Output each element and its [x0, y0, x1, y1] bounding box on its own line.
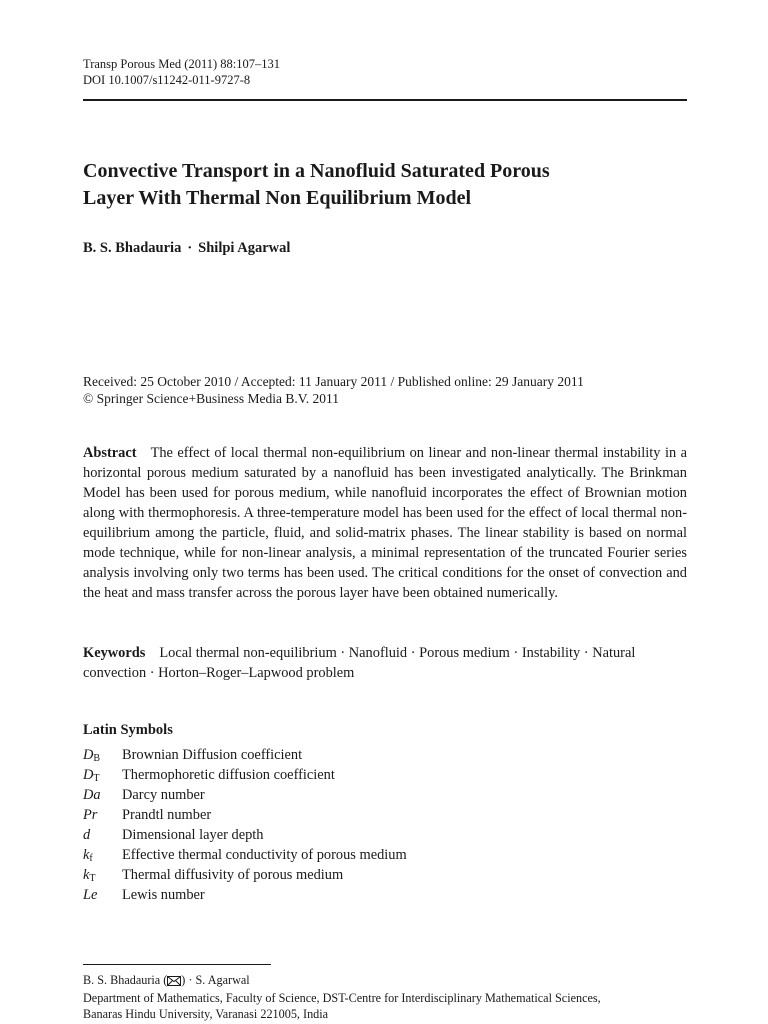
symbol-definition: Effective thermal conductivity of porous medium — [122, 847, 407, 863]
envelope-icon[interactable] — [167, 974, 181, 990]
symbol: $k_T$ — [83, 867, 96, 884]
title-line-1: Convective Transport in a Nanofluid Saturated Porous — [83, 160, 550, 182]
symbol: $k_f$ — [83, 847, 93, 864]
symbol-row — [83, 785, 687, 805]
footnote-author-1: B. S. Bhadauria — [83, 973, 161, 987]
symbol: d — [83, 827, 91, 843]
header-rule — [83, 99, 687, 101]
publication-history — [83, 373, 584, 407]
affiliation-line-2: Banaras Hindu University, Varanasi 221005, India — [83, 1007, 329, 1021]
symbol: Da — [83, 787, 101, 803]
author-footnote — [83, 972, 687, 1022]
footnote-author-2: · S. Agarwal — [188, 973, 250, 987]
abstract-label: Abstract — [83, 445, 137, 461]
symbol-row — [83, 845, 687, 865]
abstract-text: The effect of local thermal non-equilibrium on linear and non-linear thermal instability in a horizontal porous medium saturated by a nanofluid has been investigated analytically. The Brinkman Model has been used for porous medium, while nanofluid incorporates the effect of Brownian motion along with thermophoresis. A three-temperature model has been used for the effect of local thermal non-equilibrium among the particle, fluid, and solid-matrix phases. The linear stability is based on normal mode technique, while for non-linear analysis, a minimal representation of the truncated Fourier series analysis involving only two terms has been used. The critical conditions for the onset of convection and the heat and mass transfer across the porous layer have been obtained numerically. — [83, 445, 687, 601]
title-line-2: Layer With Thermal Non Equilibrium Model — [83, 187, 472, 209]
latin-symbols-list — [83, 745, 687, 905]
author-list — [83, 240, 290, 257]
symbol: Pr — [83, 807, 98, 823]
received-accepted-dates: Received: 25 October 2010 / Accepted: 11 January 2011 / Published online: 29 January 2011 — [83, 374, 584, 389]
latin-symbols-heading: Latin Symbols — [83, 722, 173, 738]
keywords — [83, 643, 687, 683]
symbol-row — [83, 765, 687, 785]
footnote-authors: B. S. Bhadauria ( ) · S. Agarwal — [83, 972, 687, 990]
symbol-definition: Darcy number — [122, 787, 205, 803]
journal-citation: Transp Porous Med (2011) 88:107–131 — [83, 57, 280, 71]
affiliation-line-1: Department of Mathematics, Faculty of Science, DST-Centre for Interdisciplinary Mathematical Sciences, — [83, 991, 601, 1005]
author-1[interactable]: B. S. Bhadauria — [83, 240, 182, 256]
symbol-definition: Brownian Diffusion coefficient — [122, 747, 303, 763]
symbol-row — [83, 805, 687, 825]
author-separator: · — [187, 240, 193, 256]
symbol: $D_T$ — [83, 767, 100, 784]
symbol-row — [83, 825, 687, 845]
doi-link[interactable]: DOI 10.1007/s11242-011-9727-8 — [83, 73, 251, 87]
symbol-row — [83, 745, 687, 765]
abstract — [83, 443, 687, 603]
journal-reference — [83, 56, 280, 88]
keywords-label: Keywords — [83, 645, 146, 661]
copyright-line: © Springer Science+Business Media B.V. 2011 — [83, 391, 339, 406]
symbol-definition: Thermophoretic diffusion coefficient — [122, 767, 335, 783]
paper-title — [83, 158, 687, 212]
symbol-row — [83, 865, 687, 885]
author-2[interactable]: Shilpi Agarwal — [198, 240, 291, 256]
symbol-definition: Dimensional layer depth — [122, 827, 264, 843]
symbol-definition: Thermal diffusivity of porous medium — [122, 867, 344, 883]
keywords-text: Local thermal non-equilibrium · Nanofluid · Porous medium · Instability · Natural convection · Horton–Roger–Lapwood problem — [83, 645, 636, 681]
symbol: Le — [83, 887, 98, 903]
symbol-row — [83, 885, 687, 905]
symbol-definition: Lewis number — [122, 887, 205, 903]
footnote-rule — [83, 964, 271, 965]
symbol: $D_B$ — [83, 747, 101, 764]
symbol-definition: Prandtl number — [122, 807, 212, 823]
